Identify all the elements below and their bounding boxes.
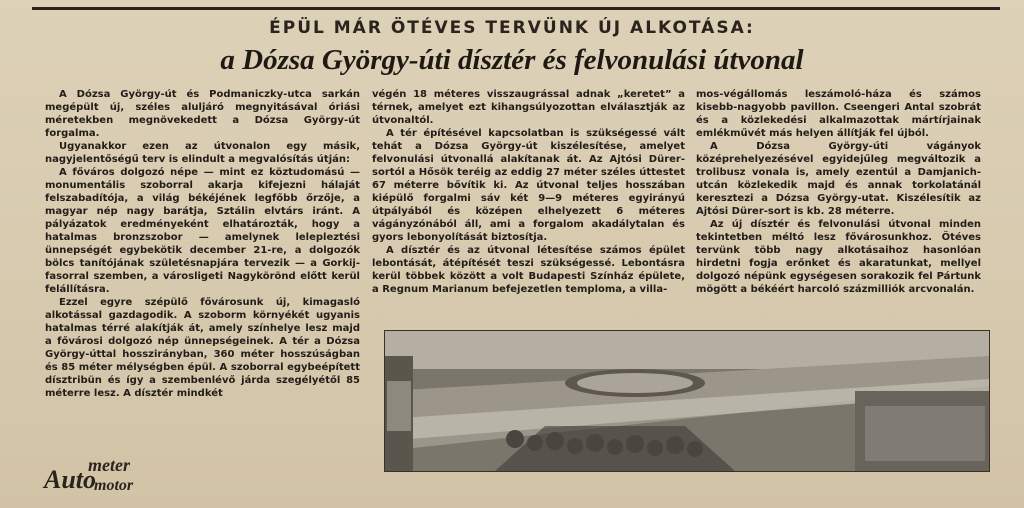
logo-main: Auto bbox=[44, 465, 97, 494]
kicker-heading: ÉPÜL MÁR ÖTÉVES TERVÜNK ÚJ ALKOTÁSA: bbox=[269, 18, 755, 38]
text-column-3 bbox=[696, 88, 981, 318]
paragraph: Ezzel egyre szépülő fővárosunk új, kimagasló alkotással gazdagodik. A szoborm környékét ugyanis hatalmas térré alakítják át, amely színhelye lesz majd a fővárosi dolgozó nép ünnepségeinek. A tér a Dózsa György-úttal hosszirányban, 360 méter hosszúságban és 85 méter mélységben épül. A szoborral egybeépített dísztribün és így a szembenlévő járda szegélyétől 85 méterre lesz. A dísztér mindkét bbox=[45, 297, 360, 399]
top-rule bbox=[32, 7, 1000, 10]
architectural-model-photo bbox=[384, 330, 990, 472]
article-headline: a Dózsa György-úti dísztér és felvonulási útvonal bbox=[220, 44, 804, 76]
text-column-2 bbox=[372, 88, 685, 316]
paragraph: A tér építésével kapcsolatban is szükségessé vált tehát a Dózsa György-út kiszélesítése, amelyet felvonulási útvonallá alakítanak át. Az Ajtósi Dürer-sortól a Hősök teréig az eddig 27 méter széles úttestet 67 méterre bővítik ki. Az útvonal teljes hosszában kiépülő forgalmi sáv két 9—9 méteres egyirányú útpályából és középen elhelyezett 6 méteres vágányzónából áll, ami a forgalom akadálytalan és gyors lebonyolítását biztosítja. bbox=[372, 128, 685, 243]
paragraph: Ugyanakkor ezen az útvonalon egy másik, nagyjelentőségű terv is elindult a megvalósítás útján: bbox=[45, 141, 360, 165]
paragraph: A dísztér és az útvonal létesítése számos épület lebontását, átépítését teszi szükségessé. Lebontásra kerül többek között a volt Budapesti Színház épülete, a Regnum Marianum befejezetlen temploma, a villa- bbox=[372, 245, 685, 295]
paragraph: mos-végállomás leszámoló-háza és számos kisebb-nagyobb pavillon. Cseengeri Antal szobrát és a közlekedési alkalmazottak mártírjainak emlékművét más helyen állítják fel újból. bbox=[696, 89, 981, 139]
paragraph: A főváros dolgozó népe — mint ez köztudomású — monumentális szoborral akarja kifejezni hálaját felszabadítója, a világ békéjének legfőbb őrzője, a magyar nép nagy barátja, Sztálin elvtárs iránt. A pályázatok eredményeként elhatározták, hogy a hatalmas bronzszobor — amelynek lelepleztési ünnepségét egybekötik december 21-re, a dolgozók bölcs tanítójának születésnapjára tervezik — a Gorkij-fasorral szemben, a városligeti Nagykörönd előtt kerül felállításra. bbox=[45, 167, 360, 295]
automotor-logo bbox=[44, 455, 174, 501]
model-illustration bbox=[385, 331, 989, 471]
logo-bottom: motor bbox=[94, 477, 134, 494]
paragraph: végén 18 méteres visszaugrással adnak „keretet” a térnek, amelyet ezt kihangsúlyozottan elválasztják az útvonaltól. bbox=[372, 89, 685, 126]
text-column-1 bbox=[45, 88, 360, 443]
logo-top: meter bbox=[88, 455, 130, 475]
paragraph: A Dózsa György-út és Podmaniczky-utca sarkán megépült új, széles aluljáró megnyitásával óriási méretekben megnövekedett a Dózsa György-út forgalma. bbox=[45, 89, 360, 139]
paragraph: Az új dísztér és felvonulási útvonal minden tekintetben méltó lesz fővárosunkhoz. Ötéves tervünk több nagy alkotásaihoz hasonlóan hirdetni fogja erőnket és akaratunkat, mellyel dolgozó népünk egységesen sorakozik fel Pártunk mögött a békéért harcoló százmilliók arcvonalán. bbox=[696, 219, 981, 295]
paragraph: A Dózsa György-úti vágányok középrehelyezésével egyidejűleg megváltozik a trolibusz vonala is, amely ezentúl a Damjanich-utcán közlekedik majd és annak torkolatánál keresztezi a Dózsa György-utat. Kiszélesítik az Ajtósi Dürer-sort is kb. 28 méterre. bbox=[696, 141, 981, 217]
